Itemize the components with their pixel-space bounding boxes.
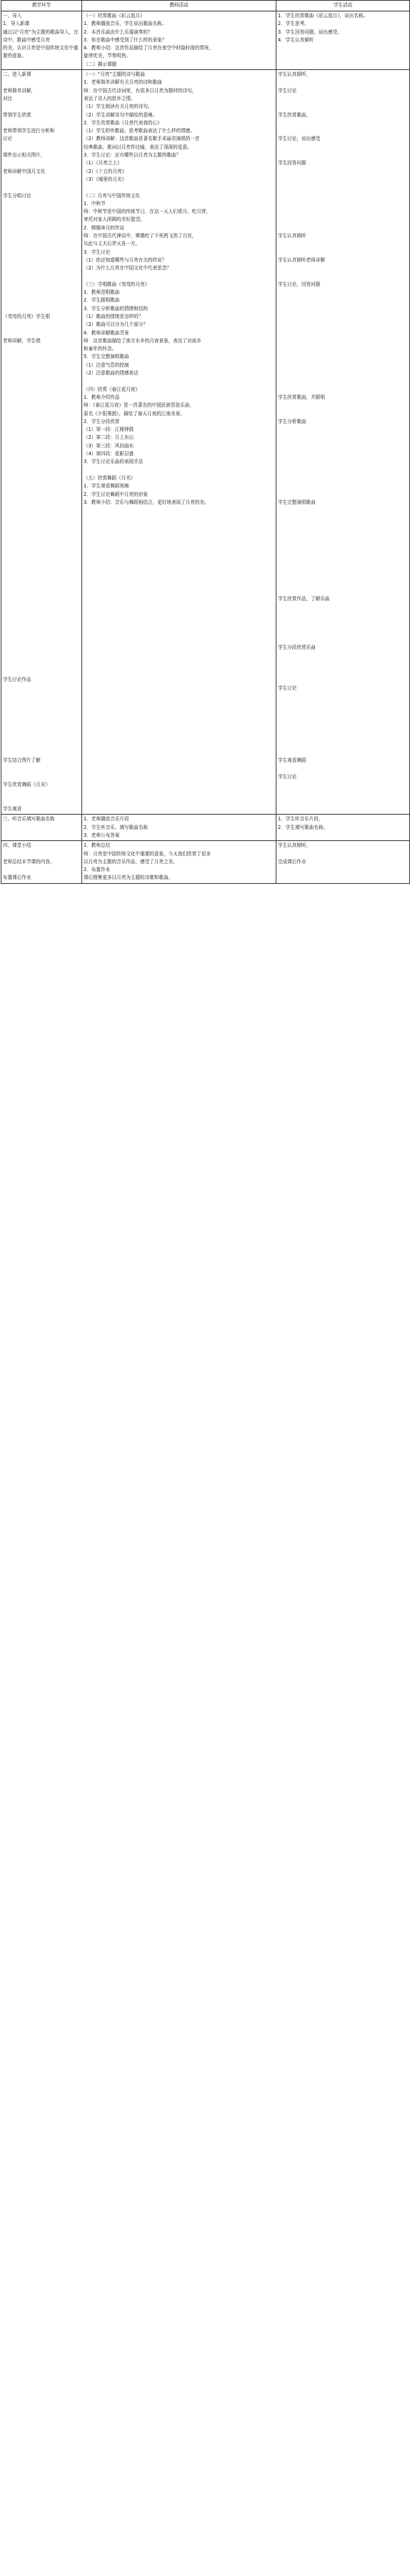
text-line (3, 587, 80, 595)
text-line (3, 240, 80, 248)
text-line: 2．学生思考。 (278, 21, 309, 27)
text-line: 2．学生跟唱歌曲 (84, 297, 120, 304)
text-line: （1）《月亮之上》 (84, 160, 122, 166)
text-line (3, 426, 80, 434)
text-line (3, 345, 80, 353)
text-line (3, 362, 80, 369)
text-line (278, 410, 408, 418)
row-new-lesson (1, 70, 410, 815)
text-line (278, 329, 408, 337)
text-line (278, 539, 408, 547)
text-line (278, 200, 408, 208)
text-line: 学生分段欣赏乐曲 (278, 645, 316, 651)
text-line (278, 458, 408, 466)
text-line: 老师讲解中国月文化 (3, 168, 46, 174)
text-line: （三）学唱歌曲《弯弯的月亮》 (84, 281, 150, 287)
text-line (278, 369, 408, 377)
text-line: 《弯弯的月亮》学生唱 (3, 313, 50, 319)
text-line (84, 377, 274, 385)
text-line: 和童年的怀念。 (84, 346, 117, 352)
text-line (278, 482, 408, 490)
cell-teacher-activity (82, 11, 276, 70)
text-line (3, 499, 80, 507)
text-line (84, 467, 274, 474)
text-line (3, 604, 80, 612)
text-line: 一、导入 (3, 13, 22, 19)
text-line: 2．学生讨论舞蹈中月亮的形象 (84, 491, 148, 497)
text-line (3, 652, 80, 660)
text-line: 师：这首歌曲描绘了南方水乡的月夜景象，表达了对故乡 (84, 337, 201, 344)
lesson-plan-table (1, 0, 410, 884)
text-line: 3．学生分析歌曲的情绪和结构 (84, 305, 148, 312)
text-line (278, 442, 408, 450)
text-line (84, 273, 274, 281)
text-line (278, 514, 408, 522)
text-line: 对比 (3, 95, 13, 101)
text-line: 2．本首乐曲由什么乐器演奏的？ (84, 29, 153, 35)
text-line (278, 732, 408, 740)
text-line (278, 426, 408, 434)
text-line: （1）第一段：江楼钟鼓 (84, 427, 134, 433)
text-line (278, 168, 408, 176)
text-line: 学生欣赏歌曲，并跟唱 (278, 394, 325, 400)
text-line (3, 249, 80, 257)
text-line (278, 547, 408, 555)
text-line: 经典歌曲，歌词以月亮作比喻，表达了深深的爱意。 (84, 144, 192, 150)
text-line (278, 523, 408, 531)
text-line (3, 103, 80, 111)
text-line (278, 289, 408, 297)
text-line: 以月亮为主题的音乐作品，感受了月亮之美。 (84, 858, 178, 865)
text-line (278, 224, 408, 232)
cell-teaching-stage (1, 11, 82, 70)
text-line (278, 337, 408, 345)
text-line (3, 394, 80, 402)
text-line: 老师简单讲解， (3, 87, 36, 94)
text-line: 布置课后作业 (3, 875, 31, 881)
text-line (3, 281, 80, 289)
text-line (3, 563, 80, 571)
text-line (278, 676, 408, 684)
row-summary (1, 841, 410, 883)
text-line: 学生讨论，回答问题 (278, 281, 321, 287)
text-line (278, 700, 408, 708)
cell-teaching-stage (1, 815, 82, 841)
text-line (3, 580, 80, 587)
text-line: 4．学生认真倾听 (278, 36, 314, 43)
text-line (3, 514, 80, 522)
text-line: （1）注意气息的控制 (84, 362, 129, 368)
text-line (278, 749, 408, 757)
text-line: 3．学生回答问题，说出感受。 (278, 29, 342, 35)
text-line: 二、进入新课 (3, 71, 31, 78)
text-line: 师：中秋节是中国的传统节日，在这一天人们赏月、吃月饼， (84, 209, 211, 215)
text-line: 师：《春江花月夜》是一首著名的中国民族管弦乐曲， (84, 402, 194, 409)
text-line (278, 79, 408, 86)
text-line: （2）《十五的月亮》 (84, 168, 127, 174)
text-line: 师：在中国古代神话中，嫦娥吃了不死药飞到了月宫， (84, 233, 197, 239)
text-line (278, 176, 408, 184)
text-line: （2）学生讲解诗句中描绘的意境。 (84, 111, 158, 118)
cell-student-activity (276, 70, 410, 815)
text-line (3, 700, 80, 708)
text-line (278, 353, 408, 361)
text-line (278, 717, 408, 725)
text-line (278, 604, 408, 612)
text-line (3, 797, 80, 805)
text-line: 3．教师小结：音乐与舞蹈相结合，更好地表现了月亮的美。 (84, 499, 209, 505)
text-line (278, 273, 408, 281)
text-line: 旋律优美，节奏明快。 (84, 53, 131, 59)
text-line: 学生讨论，说出感受 (278, 136, 321, 142)
text-line (3, 491, 80, 499)
text-line: 学生欣赏歌曲， (278, 111, 311, 118)
text-line (278, 450, 408, 458)
text-line (278, 208, 408, 216)
text-line: 1．中秋节 (84, 200, 106, 207)
text-line (3, 692, 80, 700)
text-line (3, 418, 80, 426)
text-line (3, 620, 80, 627)
text-line (278, 127, 408, 135)
text-line: 3．你在歌曲中感受到了什么样的景象？ (84, 36, 167, 43)
text-line: （2）为什么月亮在中国文化中代表思念？ (84, 265, 171, 272)
text-line: 学生结合图片了解 (3, 757, 41, 764)
text-line (278, 709, 408, 717)
text-line (3, 765, 80, 773)
text-line (3, 434, 80, 442)
header-student-activity: 学生活动 (276, 1, 410, 11)
text-line: 学生认真倾听 (278, 233, 306, 239)
text-line: 师：在中国古代诗词里，有很多以月亮为题材的诗句， (84, 87, 197, 94)
text-line (3, 257, 80, 264)
text-line (278, 725, 408, 732)
text-line: （3）第三段：风回曲水 (84, 442, 134, 449)
text-line: （四）欣赏《春江花月夜》 (84, 386, 141, 392)
text-line (278, 249, 408, 257)
text-line (3, 305, 80, 313)
text-line (278, 668, 408, 676)
text-line (3, 523, 80, 531)
text-line: 1．学生听音乐片段， (278, 816, 324, 822)
text-line (3, 850, 80, 858)
text-line: （1）学生朗读有关月亮的诗句。 (84, 104, 153, 110)
cell-student-activity (276, 841, 410, 883)
text-line (278, 587, 408, 595)
text-line (278, 151, 408, 159)
text-line (3, 208, 80, 216)
text-line (3, 685, 80, 692)
text-line (3, 668, 80, 676)
text-line (278, 765, 408, 773)
text-line (3, 612, 80, 620)
text-line (3, 741, 80, 749)
text-line: 老师讲解，学生唱 (3, 337, 41, 344)
text-line (3, 297, 80, 304)
text-line (3, 749, 80, 757)
text-line: （五）欣赏舞蹈《月光》 (84, 474, 136, 481)
text-line: 学生完整演唱歌曲 (278, 499, 316, 505)
text-line: （二）揭示课题 (84, 61, 117, 67)
text-line: 3．学生讨论 (84, 249, 111, 255)
text-line (278, 345, 408, 353)
cell-teaching-stage (1, 841, 82, 883)
text-line (3, 224, 80, 232)
text-line: 四、课堂小结 (3, 842, 31, 849)
text-line: 学生欣赏舞蹈《月光》 (3, 782, 50, 788)
text-line: 师：月亮是中国传统文化中重要的意象，今天我们欣赏了很多 (84, 850, 211, 857)
text-line: （二）月亮与中国传统文化 (84, 192, 141, 199)
text-line: 的美，认识月亮是中国传统文化中重要的意象。 (3, 45, 79, 59)
text-line (3, 571, 80, 579)
text-line: 寄托对家人团圆的美好愿望。 (84, 217, 145, 223)
text-line (3, 866, 80, 874)
text-line: 1．老师播放音乐片段 (84, 816, 129, 822)
text-line (3, 216, 80, 224)
text-line (3, 790, 80, 797)
text-line (278, 660, 408, 668)
text-line (278, 507, 408, 514)
text-line: 2．嫦娥奔月的传说 (84, 224, 124, 231)
text-line: 课件出示相关图片， (3, 152, 46, 159)
text-line (278, 571, 408, 579)
text-line (3, 644, 80, 652)
text-line (3, 482, 80, 490)
text-line (3, 264, 80, 272)
text-line: 2．学生分段欣赏 (84, 418, 120, 424)
text-line (3, 321, 80, 329)
text-line: 完成课后作业 (278, 858, 306, 865)
text-line (3, 628, 80, 636)
text-line (3, 144, 80, 151)
cell-student-activity (276, 815, 410, 841)
text-line: （一）欣赏歌曲《彩云追月》 (84, 13, 145, 19)
text-line: 学生认真倾听老师讲解 (278, 257, 325, 263)
text-line: 1．学生观看舞蹈视频 (84, 483, 129, 489)
text-line: 学生讨论 (278, 87, 297, 94)
text-line (3, 450, 80, 458)
row-introduction (1, 11, 410, 70)
text-line (3, 289, 80, 297)
text-line (278, 377, 408, 385)
text-line: 通过以“月亮”为主题的歌曲导入，在诗中、歌曲中感受月亮 (3, 29, 79, 43)
text-line: （1）你还知道哪些与月亮有关的传说？ (84, 257, 167, 263)
text-line (278, 184, 408, 192)
header-teacher-activity: 教师活动 (82, 1, 276, 11)
text-line (278, 467, 408, 474)
text-line: 老师带领学生进行分析和 (3, 128, 55, 134)
text-line: 4．教师小结：这首作品描绘了月亮在夜空中时隐时现的情景， (84, 45, 214, 51)
cell-student-activity (276, 11, 410, 70)
text-line: 2．学生欣赏歌曲《月亮代表我的心》 (84, 119, 162, 126)
text-line: 1．教师播放音乐，学生说出歌曲名称。 (84, 21, 167, 27)
text-line: 原名《夕阳箫鼓》，描绘了春天月夜的江南美景。 (84, 410, 185, 417)
text-line (3, 442, 80, 450)
text-line (3, 773, 80, 781)
text-line: 三、听音乐填写歌曲名称 (3, 816, 55, 822)
text-line (278, 264, 408, 272)
text-line (278, 95, 408, 103)
text-line (3, 725, 80, 732)
text-line: （2）教师讲解：这首歌曲是著名歌手邓丽君演唱的一首 (84, 136, 200, 142)
text-line (3, 595, 80, 603)
text-line: （1）学生聆听歌曲，思考歌曲表达了什么样的情感。 (84, 128, 195, 134)
text-line (278, 612, 408, 620)
text-line: 学生回答问题 (278, 160, 306, 166)
text-line (3, 636, 80, 644)
text-line (3, 119, 80, 127)
header-teaching-stage: 教学环节 (1, 1, 82, 11)
text-line: 学生认真倾听， (278, 71, 311, 78)
text-line (3, 660, 80, 668)
text-line: 4．教师讲解歌曲背景 (84, 329, 129, 336)
text-line: 学生观看 (3, 806, 22, 812)
text-line: （4）第四段：花影层叠 (84, 451, 134, 457)
text-line (3, 232, 80, 240)
text-line: 课后搜集更多以月亮为主题的诗歌和歌曲。 (84, 875, 174, 881)
cell-teaching-stage (1, 70, 82, 815)
text-line (3, 273, 80, 281)
text-line: 学生观看舞蹈 (278, 757, 306, 764)
text-line: 1．教师总结 (84, 842, 111, 849)
text-line: （2）注意歌曲的情感表达 (84, 370, 139, 377)
text-line (278, 531, 408, 539)
text-line (3, 717, 80, 725)
text-line (278, 620, 408, 627)
text-line: （1）歌曲的情绪是怎样的？ (84, 313, 144, 319)
text-line: 学生讨论作品 (3, 677, 31, 683)
text-line (278, 144, 408, 151)
cell-teacher-activity (82, 841, 276, 883)
text-line (278, 652, 408, 660)
text-line (278, 386, 408, 394)
text-line (278, 628, 408, 636)
text-line (278, 305, 408, 313)
text-line (3, 474, 80, 482)
text-line (278, 491, 408, 499)
text-line: 1．学生欣赏歌曲《彩云追月》，说出名称。 (278, 13, 369, 19)
lesson-plan-document (1, 0, 409, 884)
text-line (278, 240, 408, 248)
text-line: 学生分组讨论 (3, 192, 31, 199)
text-line (3, 539, 80, 547)
text-line (278, 474, 408, 482)
text-line: 1．教师范唱歌曲 (84, 289, 120, 296)
table-body (1, 11, 410, 884)
text-line (278, 555, 408, 563)
text-line (278, 192, 408, 200)
text-line (3, 458, 80, 466)
text-line: 2．学生听音乐，填写歌曲名称 (84, 824, 148, 830)
text-line: 学生讨论 (278, 773, 297, 780)
text-line (3, 353, 80, 361)
text-line: 带领学生欣赏 (3, 111, 31, 118)
text-line: 5．学生完整演唱歌曲 (84, 354, 129, 360)
text-line (278, 636, 408, 644)
text-line (3, 369, 80, 377)
text-line (3, 507, 80, 514)
text-line (278, 402, 408, 409)
text-line: 1．教师介绍作品 (84, 394, 120, 400)
text-line: 学生分析歌曲 (278, 418, 306, 424)
text-line (3, 547, 80, 555)
text-line: 学生欣赏作品，了解乐曲 (278, 596, 330, 602)
text-line (3, 732, 80, 740)
text-line (278, 297, 408, 304)
text-line (3, 200, 80, 208)
text-line: 老师总结本节课的内容， (3, 858, 55, 865)
text-line: 表达了诗人的思乡之情。 (84, 95, 136, 101)
text-line: 3．老师公布答案 (84, 832, 120, 838)
text-line (3, 329, 80, 337)
text-line (3, 555, 80, 563)
text-line: 2．学生填写歌曲名称。 (278, 824, 329, 830)
text-line: （2）第二段：月上东山 (84, 434, 134, 441)
text-line (278, 741, 408, 749)
text-line (278, 103, 408, 111)
text-line (3, 410, 80, 418)
row-listening-quiz (1, 815, 410, 841)
text-line (3, 386, 80, 394)
text-line (278, 313, 408, 321)
text-line (3, 467, 80, 474)
text-line (84, 184, 274, 192)
text-line: 学生认真倾听， (278, 842, 311, 849)
text-line: （2）歌曲可以分为几个部分？ (84, 322, 148, 328)
text-line (278, 119, 408, 127)
table-header-row (1, 1, 410, 11)
text-line: （一）“月亮”主题的诗与歌曲 (84, 71, 145, 78)
text-line (278, 692, 408, 700)
text-line: （3）《城里的月光》 (84, 176, 127, 182)
text-line (3, 402, 80, 409)
text-line (3, 176, 80, 184)
text-line (278, 434, 408, 442)
text-line: 从此与丈夫后羿天各一方。 (84, 241, 141, 247)
text-line (3, 531, 80, 539)
text-line: 3．学生讨论：还有哪些以月亮为主题的歌曲？ (84, 152, 181, 159)
text-line (278, 563, 408, 571)
text-line (3, 377, 80, 385)
text-line (3, 709, 80, 717)
text-line (3, 184, 80, 192)
text-line: 2．布置作业 (84, 867, 111, 873)
text-line: 学生讨论 (278, 685, 297, 691)
text-line: 讨论 (3, 136, 13, 142)
text-line (278, 580, 408, 587)
text-line (3, 79, 80, 86)
text-line (278, 850, 408, 858)
text-line: 1．老师简单讲解有关月亮的诗和歌曲 (84, 79, 162, 86)
text-line (278, 216, 408, 224)
text-line (278, 321, 408, 329)
cell-teacher-activity (82, 70, 276, 815)
text-line: 3．学生讨论乐曲的表现手法 (84, 459, 144, 465)
text-line: 1．导入新课 (3, 21, 30, 27)
text-line (3, 159, 80, 167)
text-line (278, 362, 408, 369)
cell-teacher-activity (82, 815, 276, 841)
